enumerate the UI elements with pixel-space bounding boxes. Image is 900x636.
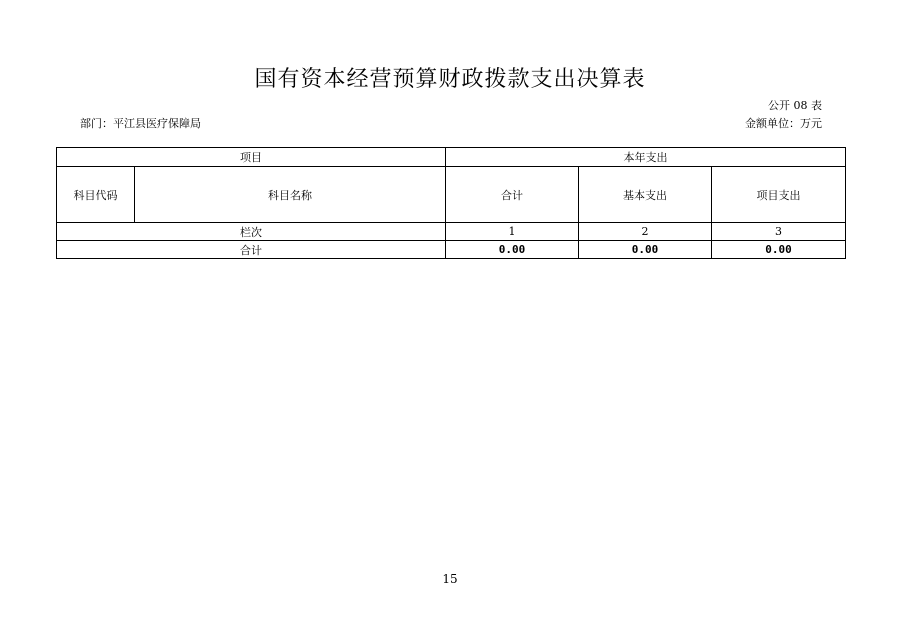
department-label: 部门：平江县医疗保障局 [80, 117, 201, 130]
header-subject-name: 科目名称 [135, 167, 446, 223]
page-number: 15 [442, 572, 458, 586]
header-basic-expenditure: 基本支出 [579, 167, 712, 223]
total-value-project: 0.00 [712, 241, 846, 259]
header-subject-code: 科目代码 [57, 167, 135, 223]
total-row [57, 241, 846, 259]
header-current-year: 本年支出 [446, 148, 846, 167]
expenditure-table [56, 147, 846, 259]
column-number-label: 栏次 [57, 223, 446, 241]
column-number-1: 1 [446, 223, 579, 241]
table-subheader-row [57, 167, 846, 223]
total-value-basic: 0.00 [579, 241, 712, 259]
table-header-row [57, 148, 846, 167]
report-title: 国有资本经营预算财政拨款支出决算表 [254, 67, 646, 92]
amount-unit-label: 金额单位：万元 [745, 117, 822, 130]
column-number-2: 2 [579, 223, 712, 241]
column-number-row [57, 223, 846, 241]
total-value-total: 0.00 [446, 241, 579, 259]
column-number-3: 3 [712, 223, 846, 241]
form-number: 公开 08 表 [768, 99, 822, 112]
header-total: 合计 [446, 167, 579, 223]
header-item: 项目 [57, 148, 446, 167]
header-project-expenditure: 项目支出 [712, 167, 846, 223]
total-label: 合计 [57, 241, 446, 259]
